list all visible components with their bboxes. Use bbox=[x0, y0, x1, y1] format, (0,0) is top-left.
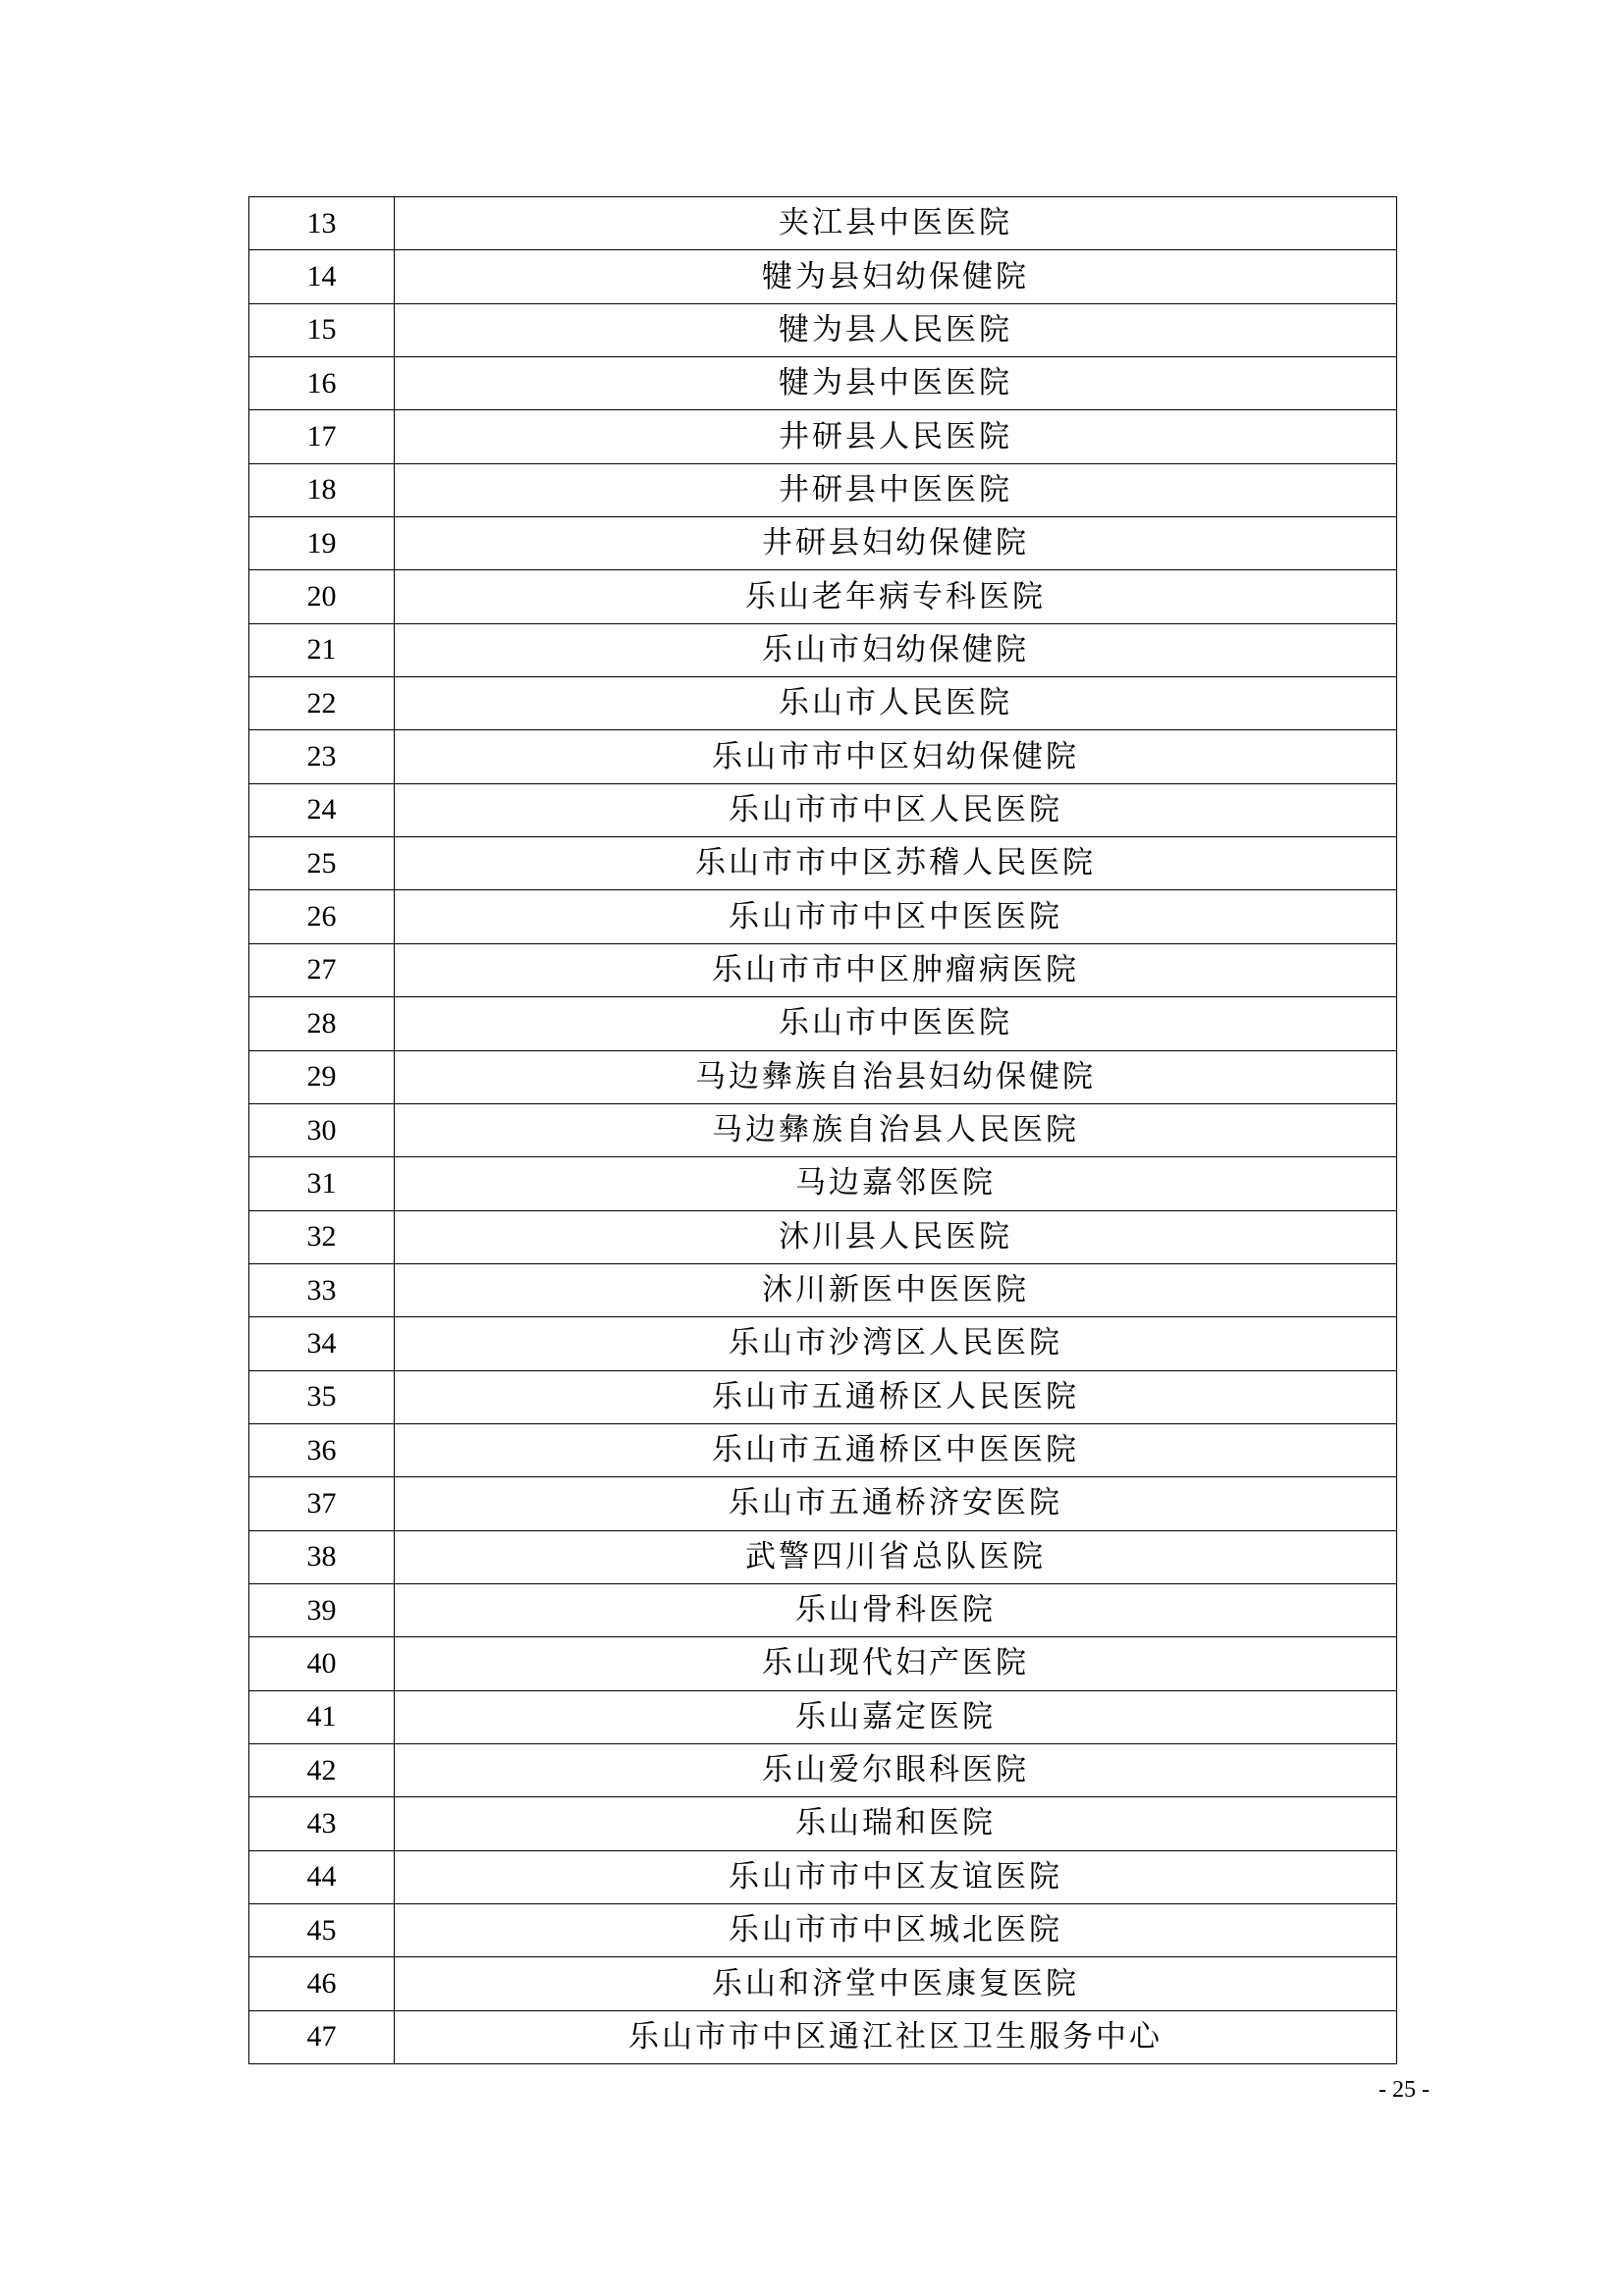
table-row bbox=[249, 303, 1397, 356]
hospital-name-cell: 乐山市五通桥区中医医院 bbox=[395, 1423, 1397, 1476]
hospital-name-cell: 夹江县中医医院 bbox=[395, 197, 1397, 250]
hospital-name-cell: 乐山老年病专科医院 bbox=[395, 570, 1397, 623]
hospital-name-cell: 乐山市市中区人民医院 bbox=[395, 783, 1397, 836]
row-number-cell: 33 bbox=[249, 1263, 395, 1316]
hospital-name-cell: 井研县人民医院 bbox=[395, 410, 1397, 463]
table-row bbox=[249, 623, 1397, 676]
hospital-name-cell: 乐山市五通桥济安医院 bbox=[395, 1477, 1397, 1530]
hospital-name-cell: 井研县中医医院 bbox=[395, 463, 1397, 516]
table-row bbox=[249, 730, 1397, 783]
row-number-cell: 44 bbox=[249, 1850, 395, 1903]
hospital-name-cell: 马边嘉邻医院 bbox=[395, 1157, 1397, 1210]
hospital-name-cell: 乐山瑞和医院 bbox=[395, 1797, 1397, 1850]
table-row bbox=[249, 1210, 1397, 1263]
row-number-cell: 34 bbox=[249, 1317, 395, 1370]
table-row bbox=[249, 1157, 1397, 1210]
row-number-cell: 42 bbox=[249, 1743, 395, 1796]
row-number-cell: 19 bbox=[249, 517, 395, 570]
hospital-list-table bbox=[248, 196, 1397, 2064]
row-number-cell: 22 bbox=[249, 677, 395, 730]
table-row bbox=[249, 1317, 1397, 1370]
table-row bbox=[249, 517, 1397, 570]
row-number-cell: 13 bbox=[249, 197, 395, 250]
table-row bbox=[249, 890, 1397, 943]
table-row bbox=[249, 1583, 1397, 1636]
row-number-cell: 38 bbox=[249, 1530, 395, 1583]
hospital-name-cell: 犍为县妇幼保健院 bbox=[395, 250, 1397, 303]
hospital-name-cell: 乐山市市中区苏稽人民医院 bbox=[395, 837, 1397, 890]
row-number-cell: 16 bbox=[249, 357, 395, 410]
row-number-cell: 30 bbox=[249, 1103, 395, 1156]
table-row bbox=[249, 943, 1397, 996]
hospital-name-cell: 乐山市妇幼保健院 bbox=[395, 623, 1397, 676]
table-row bbox=[249, 1263, 1397, 1316]
hospital-name-cell: 乐山市市中区肿瘤病医院 bbox=[395, 943, 1397, 996]
hospital-name-cell: 乐山骨科医院 bbox=[395, 1583, 1397, 1636]
hospital-name-cell: 武警四川省总队医院 bbox=[395, 1530, 1397, 1583]
table-row bbox=[249, 1103, 1397, 1156]
row-number-cell: 32 bbox=[249, 1210, 395, 1263]
row-number-cell: 24 bbox=[249, 783, 395, 836]
row-number-cell: 25 bbox=[249, 837, 395, 890]
table-row bbox=[249, 1477, 1397, 1530]
row-number-cell: 40 bbox=[249, 1637, 395, 1690]
table-row bbox=[249, 357, 1397, 410]
row-number-cell: 45 bbox=[249, 1904, 395, 1957]
row-number-cell: 14 bbox=[249, 250, 395, 303]
hospital-name-cell: 乐山市市中区友谊医院 bbox=[395, 1850, 1397, 1903]
hospital-name-cell: 乐山爱尔眼科医院 bbox=[395, 1743, 1397, 1796]
hospital-name-cell: 乐山市市中区中医医院 bbox=[395, 890, 1397, 943]
table-row bbox=[249, 197, 1397, 250]
table-row bbox=[249, 1370, 1397, 1423]
table-row bbox=[249, 997, 1397, 1050]
hospital-name-cell: 乐山市沙湾区人民医院 bbox=[395, 1317, 1397, 1370]
hospital-name-cell: 乐山市市中区城北医院 bbox=[395, 1904, 1397, 1957]
table-row bbox=[249, 1904, 1397, 1957]
table-row bbox=[249, 1530, 1397, 1583]
hospital-name-cell: 乐山市五通桥区人民医院 bbox=[395, 1370, 1397, 1423]
table-row bbox=[249, 1690, 1397, 1743]
hospital-name-cell: 井研县妇幼保健院 bbox=[395, 517, 1397, 570]
row-number-cell: 18 bbox=[249, 463, 395, 516]
hospital-name-cell: 乐山和济堂中医康复医院 bbox=[395, 1957, 1397, 2010]
hospital-name-cell: 沐川新医中医医院 bbox=[395, 1263, 1397, 1316]
row-number-cell: 36 bbox=[249, 1423, 395, 1476]
hospital-name-cell: 乐山市中医医院 bbox=[395, 997, 1397, 1050]
row-number-cell: 21 bbox=[249, 623, 395, 676]
row-number-cell: 23 bbox=[249, 730, 395, 783]
row-number-cell: 35 bbox=[249, 1370, 395, 1423]
table-row bbox=[249, 1957, 1397, 2010]
row-number-cell: 39 bbox=[249, 1583, 395, 1636]
hospital-name-cell: 犍为县人民医院 bbox=[395, 303, 1397, 356]
table-row bbox=[249, 677, 1397, 730]
table-row bbox=[249, 1797, 1397, 1850]
table-row bbox=[249, 837, 1397, 890]
page-number: - 25 - bbox=[1379, 2077, 1430, 2103]
row-number-cell: 17 bbox=[249, 410, 395, 463]
table-row bbox=[249, 1050, 1397, 1103]
row-number-cell: 28 bbox=[249, 997, 395, 1050]
row-number-cell: 31 bbox=[249, 1157, 395, 1210]
hospital-name-cell: 马边彝族自治县人民医院 bbox=[395, 1103, 1397, 1156]
table-row bbox=[249, 410, 1397, 463]
table-body bbox=[249, 197, 1397, 2064]
row-number-cell: 26 bbox=[249, 890, 395, 943]
table-row bbox=[249, 2010, 1397, 2063]
row-number-cell: 29 bbox=[249, 1050, 395, 1103]
table-row bbox=[249, 1850, 1397, 1903]
row-number-cell: 46 bbox=[249, 1957, 395, 2010]
hospital-name-cell: 犍为县中医医院 bbox=[395, 357, 1397, 410]
table-row bbox=[249, 250, 1397, 303]
hospital-name-cell: 乐山现代妇产医院 bbox=[395, 1637, 1397, 1690]
row-number-cell: 15 bbox=[249, 303, 395, 356]
table-row bbox=[249, 463, 1397, 516]
row-number-cell: 20 bbox=[249, 570, 395, 623]
table-row bbox=[249, 1423, 1397, 1476]
table-row bbox=[249, 1743, 1397, 1796]
hospital-name-cell: 乐山市人民医院 bbox=[395, 677, 1397, 730]
row-number-cell: 47 bbox=[249, 2010, 395, 2063]
hospital-name-cell: 沐川县人民医院 bbox=[395, 1210, 1397, 1263]
hospital-name-cell: 乐山市市中区妇幼保健院 bbox=[395, 730, 1397, 783]
table-row bbox=[249, 783, 1397, 836]
table-row bbox=[249, 1637, 1397, 1690]
hospital-name-cell: 乐山嘉定医院 bbox=[395, 1690, 1397, 1743]
row-number-cell: 37 bbox=[249, 1477, 395, 1530]
row-number-cell: 41 bbox=[249, 1690, 395, 1743]
row-number-cell: 27 bbox=[249, 943, 395, 996]
row-number-cell: 43 bbox=[249, 1797, 395, 1850]
table-row bbox=[249, 570, 1397, 623]
hospital-name-cell: 马边彝族自治县妇幼保健院 bbox=[395, 1050, 1397, 1103]
hospital-name-cell: 乐山市市中区通江社区卫生服务中心 bbox=[395, 2010, 1397, 2063]
